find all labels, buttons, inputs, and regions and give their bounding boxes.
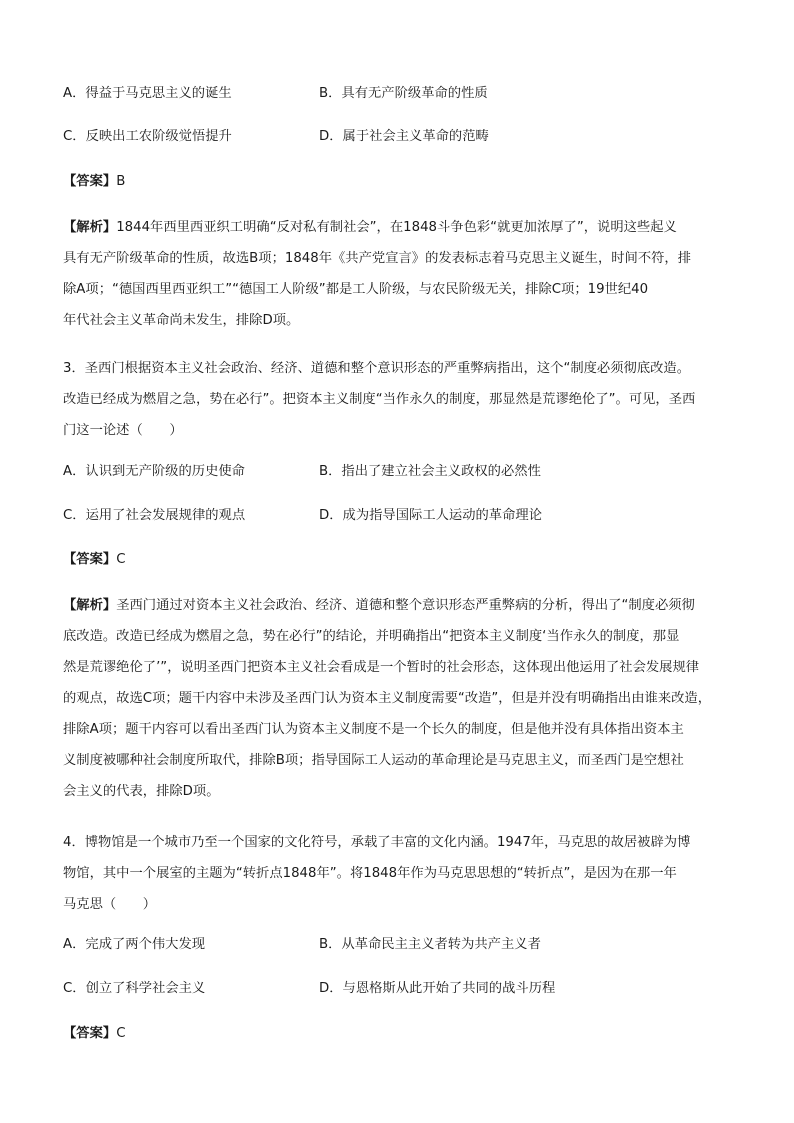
q3-option-b: B．指出了建立社会主义政权的必然性 xyxy=(319,464,541,479)
q3-option-c: C．运用了社会发展规律的观点 xyxy=(63,508,246,523)
q3-analysis-line: 底改造。改造已经成为燃眉之急，势在必行”的结论，并明确指出“把资本主义制度‘当作永久的制度，那显 xyxy=(63,629,680,644)
q3-analysis-line: 的观点，故选C项；题干内容中未涉及圣西门认为资本主义制度需要“改造”，但是并没有明确指出由谁来改造， xyxy=(63,691,712,706)
q4-answer xyxy=(63,1024,743,1044)
q3-analysis xyxy=(63,590,738,807)
q3-stem-line: 3．圣西门根据资本主义社会政治、经济、道德和整个意识形态的严重弊病指出，这个“制度必须彻底改造。 xyxy=(63,361,691,376)
q3-answer-label: 【答案】 xyxy=(63,552,117,567)
q3-analysis-line: 圣西门通过对资本主义社会政治、经济、道德和整个意识形态严重弊病的分析，得出了“制度必须彻 xyxy=(116,598,695,613)
q3-analysis-line: 会主义的代表，排除D项。 xyxy=(63,784,220,799)
q3-analysis-line: 义制度被哪种社会制度所取代，排除B项；指导国际工人运动的革命理论是马克思主义，而圣西门是空想社 xyxy=(63,753,684,768)
q2-analysis-line: 年代社会主义革命尚未发生，排除D项。 xyxy=(63,313,300,328)
q3-analysis-line: 排除A项；题干内容可以看出圣西门认为资本主义制度不是一个长久的制度，但是他并没有具体指出资本主 xyxy=(63,722,684,737)
q4-option-c: C．创立了科学社会主义 xyxy=(63,981,206,996)
q2-answer-label: 【答案】 xyxy=(63,174,117,189)
q4-stem xyxy=(63,827,738,920)
q3-stem xyxy=(63,353,738,446)
q3-stem-line: 门这一论述（ ） xyxy=(63,423,183,438)
q3-analysis-line: 然是荒谬绝伦了’”，说明圣西门把资本主义社会看成是一个暂时的社会形态，这体现出他运用了社会发展规律 xyxy=(63,660,700,675)
q2-analysis-line: 1844年西里西亚织工明确“反对私有制社会”，在1848斗争色彩“就更加浓厚了”，说明这些起义 xyxy=(116,220,677,235)
q2-analysis-line: 除A项；“德国西里西亚织工”“德国工人阶级”都是工人阶级，与农民阶级无关，排除C项；19世纪40 xyxy=(63,282,649,297)
q4-answer-label: 【答案】 xyxy=(63,1026,117,1041)
q3-option-a: A．认识到无产阶级的历史使命 xyxy=(63,464,245,479)
q4-stem-line: 4．博物馆是一个城市乃至一个国家的文化符号，承载了丰富的文化内涵。1947年，马克思的故居被辟为博 xyxy=(63,835,691,850)
q2-option-d: D．属于社会主义革命的范畴 xyxy=(319,129,489,144)
q2-option-a: A．得益于马克思主义的诞生 xyxy=(63,86,232,101)
q2-analysis-label: 【解析】 xyxy=(63,220,117,235)
q2-option-b: B．具有无产阶级革命的性质 xyxy=(319,86,488,101)
q3-option-d: D．成为指导国际工人运动的革命理论 xyxy=(319,508,542,523)
q4-option-a: A．完成了两个伟大发现 xyxy=(63,937,206,952)
q4-stem-line: 马克思（ ） xyxy=(63,897,157,912)
q2-analysis-line: 具有无产阶级革命的性质，故选B项；1848年《共产党宣言》的发表标志着马克思主义诞生，时间不符，排 xyxy=(63,251,692,266)
q2-answer xyxy=(63,172,743,192)
q2-analysis xyxy=(63,212,738,336)
q4-stem-line: 物馆，其中一个展室的主题为“转折点1848年”。将1848年作为马克思思想的“转折点”，是因为在那一年 xyxy=(63,866,677,881)
q3-answer xyxy=(63,550,743,570)
q4-option-b: B．从革命民主主义者转为共产主义者 xyxy=(319,937,541,952)
q3-stem-line: 改造已经成为燃眉之急，势在必行”。把资本主义制度“当作永久的制度，那显然是荒谬绝伦了”。可见，圣西 xyxy=(63,392,696,407)
q4-answer-value: C xyxy=(116,1026,126,1041)
q2-answer-value: B xyxy=(116,174,126,189)
q4-option-d: D．与恩格斯从此开始了共同的战斗历程 xyxy=(319,981,556,996)
q3-analysis-label: 【解析】 xyxy=(63,598,117,613)
q2-option-c: C．反映出工农阶级觉悟提升 xyxy=(63,129,232,144)
q3-answer-value: C xyxy=(116,552,126,567)
